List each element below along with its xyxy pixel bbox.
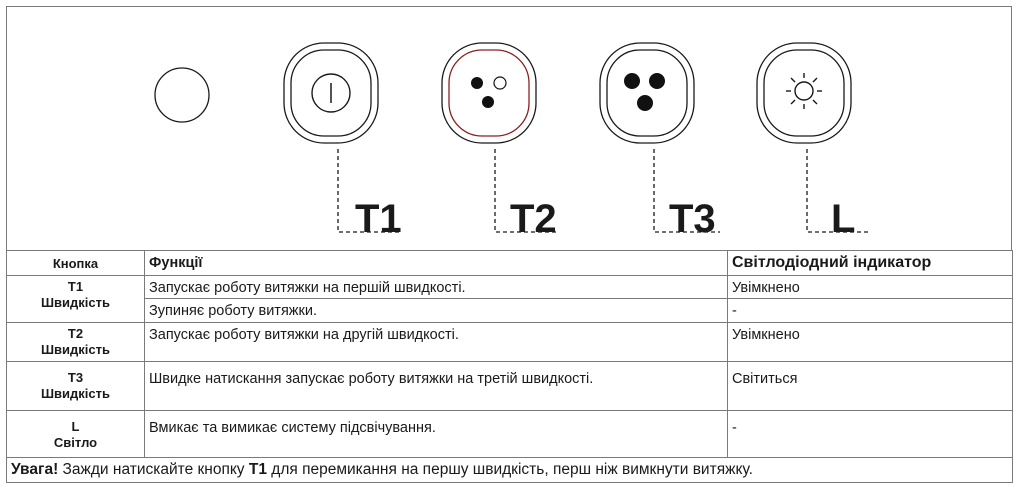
function-cell: Запускає роботу витяжки на першій швидкості. xyxy=(145,276,728,299)
power-icon xyxy=(312,74,350,112)
button-cell xyxy=(7,276,145,323)
button-cell xyxy=(7,323,145,362)
t2-label: T2 xyxy=(510,197,557,241)
t1-label: T1 xyxy=(355,197,402,241)
sensor-circle-icon xyxy=(155,68,209,122)
button-cell xyxy=(7,411,145,458)
led-cell: Увімкнено xyxy=(728,323,1013,362)
function-cell: Вмикає та вимикає систему підсвічування. xyxy=(145,411,728,458)
table-row xyxy=(7,276,1013,299)
header-led-indicator: Світлодіодний індикатор xyxy=(728,251,1013,276)
button-name: Швидкість xyxy=(40,342,110,357)
warning-text-after: для перемикання на першу швидкість, перш ніж вимкнути витяжку. xyxy=(266,461,753,478)
warning-note-row xyxy=(7,458,1013,483)
warning-key: T1 xyxy=(248,461,267,478)
button-key: T3 xyxy=(67,370,84,385)
t3-label: T3 xyxy=(669,197,716,241)
light-bulb-sun-icon xyxy=(786,73,822,109)
function-cell: Зупиняє роботу витяжки. xyxy=(145,299,728,323)
function-cell: Запускає роботу витяжки на другій швидкості. xyxy=(145,323,728,362)
button-name: Швидкість xyxy=(40,386,110,401)
button-cell xyxy=(7,362,145,411)
function-cell: Швидке натискання запускає роботу витяжки на третій швидкості. xyxy=(145,362,728,411)
t2-button[interactable] xyxy=(442,43,536,143)
button-key: T1 xyxy=(67,279,84,294)
led-cell: Світиться xyxy=(728,362,1013,411)
warning-note xyxy=(7,458,1013,483)
button-name: Швидкість xyxy=(40,295,110,310)
speed-three-dots-icon xyxy=(624,73,665,111)
button-name: Світло xyxy=(53,435,98,450)
control-panel-diagram xyxy=(6,6,1012,250)
table-row xyxy=(7,411,1013,458)
table-header-row xyxy=(7,251,1013,276)
table-row xyxy=(7,362,1013,411)
button-key: T2 xyxy=(67,326,84,341)
header-functions: Функції xyxy=(145,251,728,276)
led-cell: - xyxy=(728,299,1013,323)
t1-button[interactable] xyxy=(284,43,378,143)
speed-two-dots-icon xyxy=(471,77,506,108)
t3-button[interactable] xyxy=(600,43,694,143)
table-row xyxy=(7,323,1013,362)
l-label: L xyxy=(831,197,856,241)
led-cell: - xyxy=(728,411,1013,458)
table-row xyxy=(7,299,1013,323)
warning-prefix: Увага! xyxy=(11,461,59,478)
light-button[interactable] xyxy=(757,43,851,143)
warning-text-before: Зажди натискайте кнопку xyxy=(58,461,249,478)
functions-table xyxy=(6,250,1013,483)
button-key: L xyxy=(71,419,80,434)
led-cell: Увімкнено xyxy=(728,276,1013,299)
leader-lines xyxy=(338,149,870,232)
header-button: Кнопка xyxy=(7,251,145,276)
